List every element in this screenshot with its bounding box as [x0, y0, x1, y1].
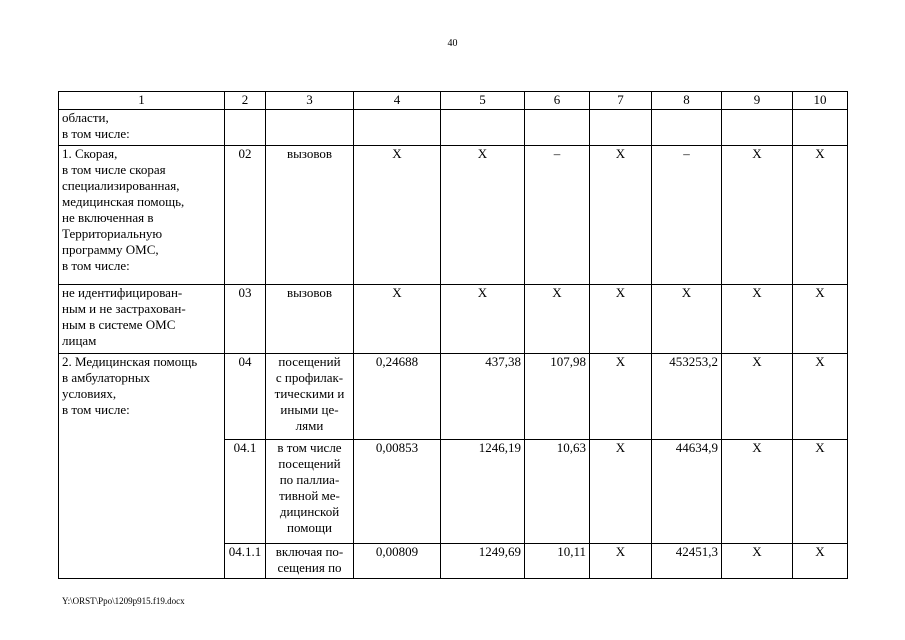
- value-cell: 1249,69: [441, 544, 525, 579]
- value-cell: Х: [722, 544, 793, 579]
- value-cell: [590, 110, 652, 146]
- value-cell: 44634,9: [652, 440, 722, 544]
- row-unit-cell: включая по- сещения по: [266, 544, 354, 579]
- row-code-cell: 02: [225, 146, 266, 285]
- table-row: [59, 354, 848, 440]
- value-cell: Х: [722, 440, 793, 544]
- value-cell: [793, 110, 848, 146]
- value-cell: Х: [590, 544, 652, 579]
- value-cell: [525, 110, 590, 146]
- column-number: 7: [590, 92, 652, 110]
- row-name-cell: не идентифицирован- ным и не застрахован- ным в системе ОМС лицам: [59, 285, 225, 354]
- value-cell: [441, 110, 525, 146]
- value-cell: Х: [652, 285, 722, 354]
- row-unit-cell: вызовов: [266, 285, 354, 354]
- value-cell: Х: [793, 146, 848, 285]
- column-number: 6: [525, 92, 590, 110]
- row-unit-cell: в том числе посещений по паллиа- тивной ме- дицинской помощи: [266, 440, 354, 544]
- row-code-cell: 04: [225, 354, 266, 440]
- column-number: 1: [59, 92, 225, 110]
- column-number: 2: [225, 92, 266, 110]
- value-cell: Х: [793, 544, 848, 579]
- value-cell: Х: [590, 146, 652, 285]
- document-path-footer: Y:\ORST\Ppo\1209p915.f19.docx: [62, 596, 185, 606]
- value-cell: 42451,3: [652, 544, 722, 579]
- value-cell: Х: [722, 354, 793, 440]
- row-unit-cell: [266, 110, 354, 146]
- value-cell: 10,63: [525, 440, 590, 544]
- row-name-cell: области, в том числе:: [59, 110, 225, 146]
- column-number: 8: [652, 92, 722, 110]
- value-cell: Х: [590, 354, 652, 440]
- value-cell: [722, 110, 793, 146]
- column-number: 10: [793, 92, 848, 110]
- column-number: 5: [441, 92, 525, 110]
- column-number: 9: [722, 92, 793, 110]
- row-code-cell: 04.1: [225, 440, 266, 544]
- value-cell: 107,98: [525, 354, 590, 440]
- value-cell: 0,00809: [354, 544, 441, 579]
- row-name-cell: 2. Медицинская помощь в амбулаторных условиях, в том числе:: [59, 354, 225, 579]
- table-row: [59, 285, 848, 354]
- row-unit-cell: вызовов: [266, 146, 354, 285]
- column-number-row: [59, 92, 848, 110]
- value-cell: Х: [722, 285, 793, 354]
- value-cell: Х: [793, 440, 848, 544]
- value-cell: –: [525, 146, 590, 285]
- value-cell: 1246,19: [441, 440, 525, 544]
- row-name-cell: 1. Скорая, в том числе скорая специализированная, медицинская помощь, не включенная в Территориальную программу ОМС, в том числе:: [59, 146, 225, 285]
- value-cell: –: [652, 146, 722, 285]
- row-code-cell: 04.1.1: [225, 544, 266, 579]
- table-row: [59, 110, 848, 146]
- value-cell: 437,38: [441, 354, 525, 440]
- value-cell: Х: [590, 285, 652, 354]
- page-number: 40: [447, 38, 458, 49]
- value-cell: 453253,2: [652, 354, 722, 440]
- value-cell: 10,11: [525, 544, 590, 579]
- value-cell: Х: [722, 146, 793, 285]
- value-cell: 0,00853: [354, 440, 441, 544]
- value-cell: Х: [793, 354, 848, 440]
- value-cell: Х: [441, 146, 525, 285]
- data-table: [58, 91, 848, 579]
- value-cell: Х: [354, 285, 441, 354]
- value-cell: Х: [793, 285, 848, 354]
- column-number: 4: [354, 92, 441, 110]
- column-number: 3: [266, 92, 354, 110]
- value-cell: [652, 110, 722, 146]
- value-cell: [354, 110, 441, 146]
- row-unit-cell: посещений с профилак- тическими и иными це- лями: [266, 354, 354, 440]
- value-cell: Х: [590, 440, 652, 544]
- value-cell: 0,24688: [354, 354, 441, 440]
- row-code-cell: [225, 110, 266, 146]
- row-code-cell: 03: [225, 285, 266, 354]
- value-cell: Х: [354, 146, 441, 285]
- table-row: [59, 146, 848, 285]
- value-cell: Х: [525, 285, 590, 354]
- value-cell: Х: [441, 285, 525, 354]
